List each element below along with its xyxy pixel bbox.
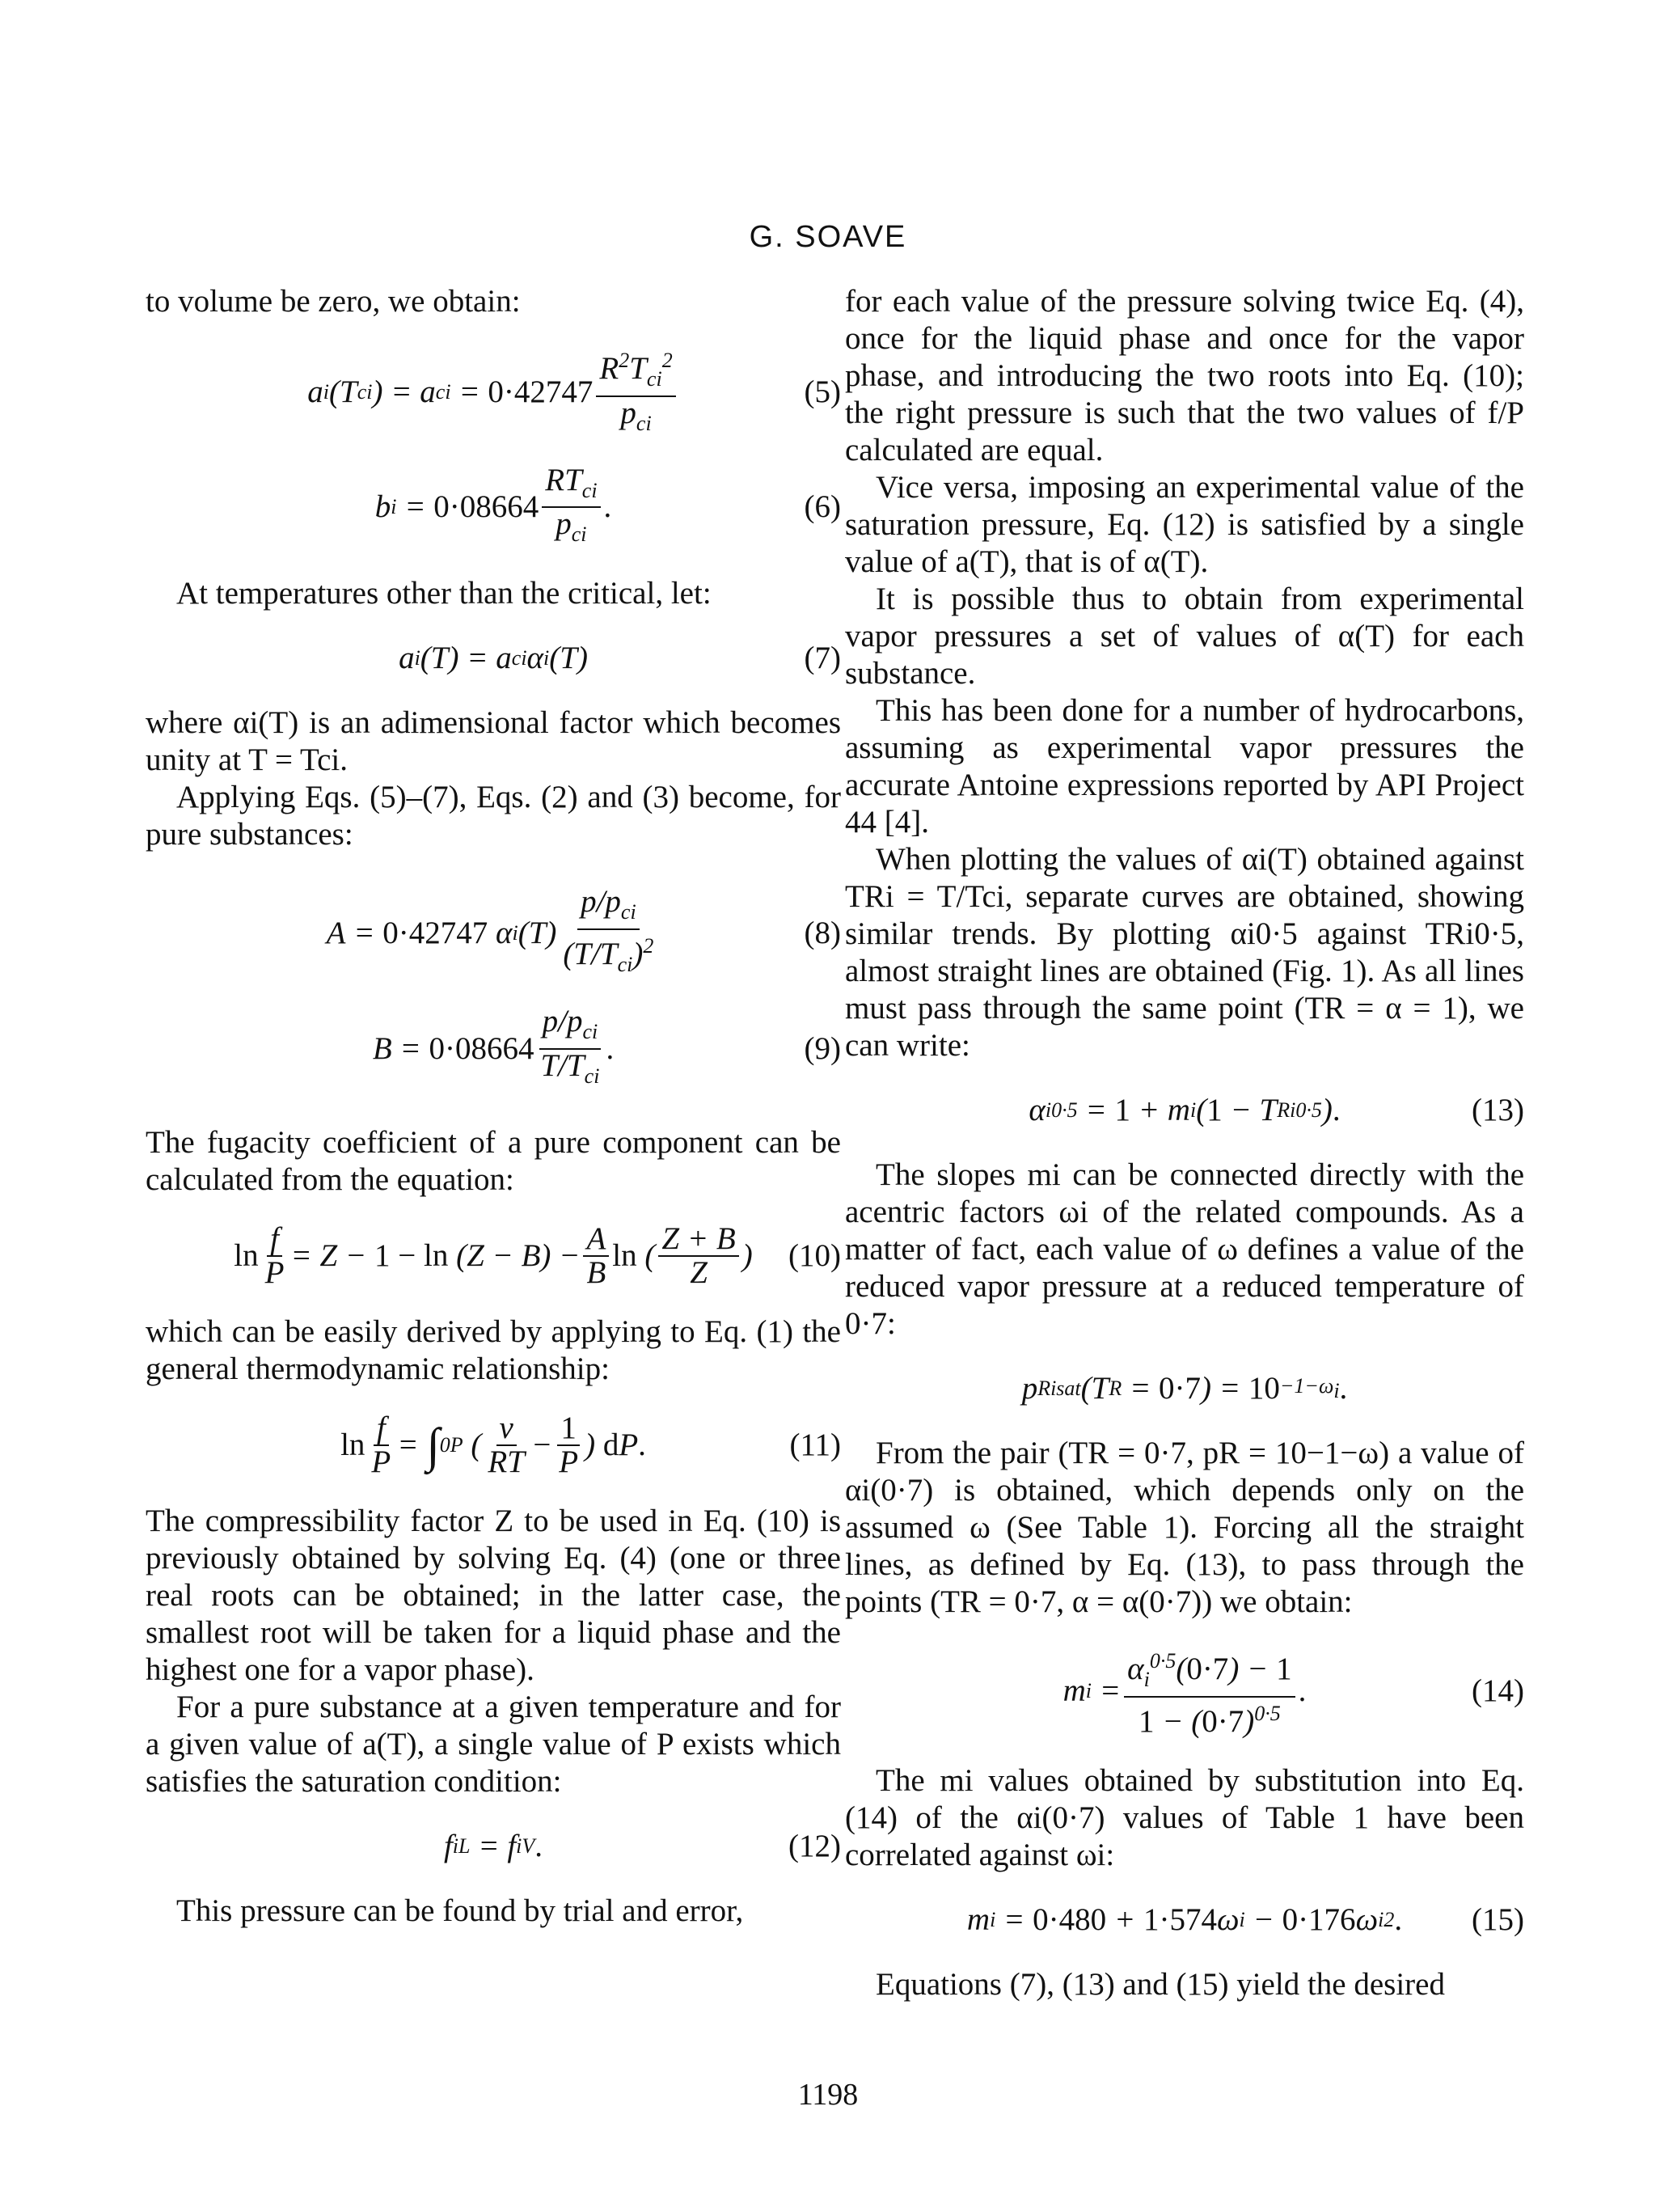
equation-number: (5) xyxy=(804,374,841,409)
equation-5: a i (T ci ) = a ci = 0·42747 $\frac{R^2T_{ci}^2}{p_{ci}}$ (5) xyxy=(146,345,841,440)
paragraph: This pressure can be found by trial and error, xyxy=(176,1893,744,1929)
paragraph: to volume be zero, we obtain: xyxy=(146,284,521,319)
paragraph: The fugacity coefficient of a pure component can be calculated from the equation: xyxy=(146,1125,841,1198)
equation-10: ln $\frac{f}{P}$ = Z − 1 − ln (Z − B) − $\frac{A}{B}$ ln ( $\frac{Z + B}{Z}$ ) (10) xyxy=(234,1221,841,1291)
equation-number: (14) xyxy=(1472,1673,1524,1709)
equation-11: ln $\frac{f}{P}$ = ∫ 0 P ( $\frac{v}{RT}$ − $\frac{1}{P}$ ) d P . (11) xyxy=(340,1411,841,1480)
paragraph: It is possible thus to obtain from experimental vapor pressures a set of values of α(T) for each substance. xyxy=(845,582,1524,691)
paragraph: Applying Eqs. (5)–(7), Eqs. (2) and (3) become, for pure substances: xyxy=(146,780,841,852)
paragraph: for each value of the pressure solving twice Eq. (4), once for the liquid phase and once for the vapor phase, and introducing the two roots into Eq. (10); the right pressure is such that the two values of f/P calculated are equal. xyxy=(845,284,1524,467)
equation-number: (15) xyxy=(1472,1901,1524,1937)
equation-number: (6) xyxy=(804,489,841,525)
running-header: G. SOAVE xyxy=(749,220,907,254)
equation-number: (10) xyxy=(788,1238,841,1274)
equation-7: a i (T) = a ci α i (T) (7) xyxy=(399,641,841,676)
equation-9: B = 0·08664 $\frac{p/p_{ci}}{T/T_{ci}}$ . (9) xyxy=(372,1003,841,1088)
paragraph: When plotting the values of αi(T) obtained against TRi = T/Tci, separate curves are obtained, showing similar trends. By plotting αi0·5 against TRi0·5, almost straight lines are obtained (Fig. 1). As all lines must pass through the same point (TR = α = 1), we can write: xyxy=(845,842,1524,1063)
equation-12: f i L = f i V . (12) xyxy=(443,1829,841,1864)
right-column xyxy=(845,283,1524,2003)
equation-6: b i = 0·08664 $\frac{RT_{ci}}{p_{ci}}$ . (6) xyxy=(374,462,841,547)
paragraph: The slopes mi can be connected directly with the acentric factors ωi of the related compounds. As a matter of fact, each value of ω defines a value of the reduced vapor pressure at a reduced temperature of 0·7: xyxy=(845,1157,1524,1341)
equation-13: α i 0·5 = 1 + m i ( 1 − T Ri 0·5 ) . (13) xyxy=(1029,1093,1524,1127)
equation-number: (7) xyxy=(804,641,841,676)
equation-15: m i = 0·480 + 1·574 ω i − 0·176 ω i 2 . (15) xyxy=(966,1901,1524,1937)
equation-number: (12) xyxy=(788,1829,841,1864)
paragraph: The compressibility factor Z to be used in Eq. (10) is previously obtained by solving Eq. (4) (one or three real roots can be obtained; in the latter case, the smallest root will be taken for a liquid phase and the highest one for a vapor phase). xyxy=(146,1504,841,1688)
paragraph: which can be easily derived by applying to Eq. (1) the general thermodynamic relationship: xyxy=(146,1314,841,1387)
paragraph: At temperatures other than the critical, let: xyxy=(176,576,712,611)
left-column xyxy=(146,283,841,1930)
equation-number: (8) xyxy=(804,915,841,950)
page-number: 1198 xyxy=(797,2078,859,2112)
equation-number: (13) xyxy=(1472,1093,1524,1127)
equation-8: A = 0·42747 α i (T) $\frac{p/p_{ci}}{(T/T_{ci})^2}$ (8) xyxy=(326,884,841,976)
equation-sat-pressure: p Ri sat (T R = 0·7 ) = 10 $-1-\omega_i$ . xyxy=(1021,1371,1348,1406)
paragraph: Equations (7), (13) and (15) yield the desired xyxy=(876,1966,1445,2002)
paragraph: Vice versa, imposing an experimental value of the saturation pressure, Eq. (12) is satisfied by a single value of a(T), that is of α(T). xyxy=(845,470,1524,579)
paragraph: From the pair (TR = 0·7, pR = 10−1−ω) a value of αi(0·7) is obtained, which depends only on the assumed ω (See Table 1). Forcing all the straight lines, as defined by Eq. (13), to pass through the points (TR = 0·7, α = α(0·7)) we obtain: xyxy=(845,1436,1524,1619)
paragraph: This has been done for a number of hydrocarbons, assuming as experimental vapor pressures the accurate Antoine expressions reported by API Project 44 [4]. xyxy=(845,693,1524,840)
equation-number: (11) xyxy=(789,1427,841,1463)
paragraph: For a pure substance at a given temperature and for a given value of a(T), a single value of P exists which satisfies the saturation condition: xyxy=(146,1690,841,1800)
paragraph: The mi values obtained by substitution into Eq. (14) of the αi(0·7) values of Table 1 have been correlated against ωi: xyxy=(845,1762,1524,1872)
equation-number: (9) xyxy=(804,1030,841,1066)
paragraph: where αi(T) is an adimensional factor which becomes unity at T = Tci. xyxy=(146,705,841,778)
equation-14: m i = $\frac{\alpha_i^{0\cdot 5}(0\cdot 7) - 1}{1 - (0\cdot 7)^{0\cdot 5}}$ . (14) xyxy=(845,1645,1524,1738)
